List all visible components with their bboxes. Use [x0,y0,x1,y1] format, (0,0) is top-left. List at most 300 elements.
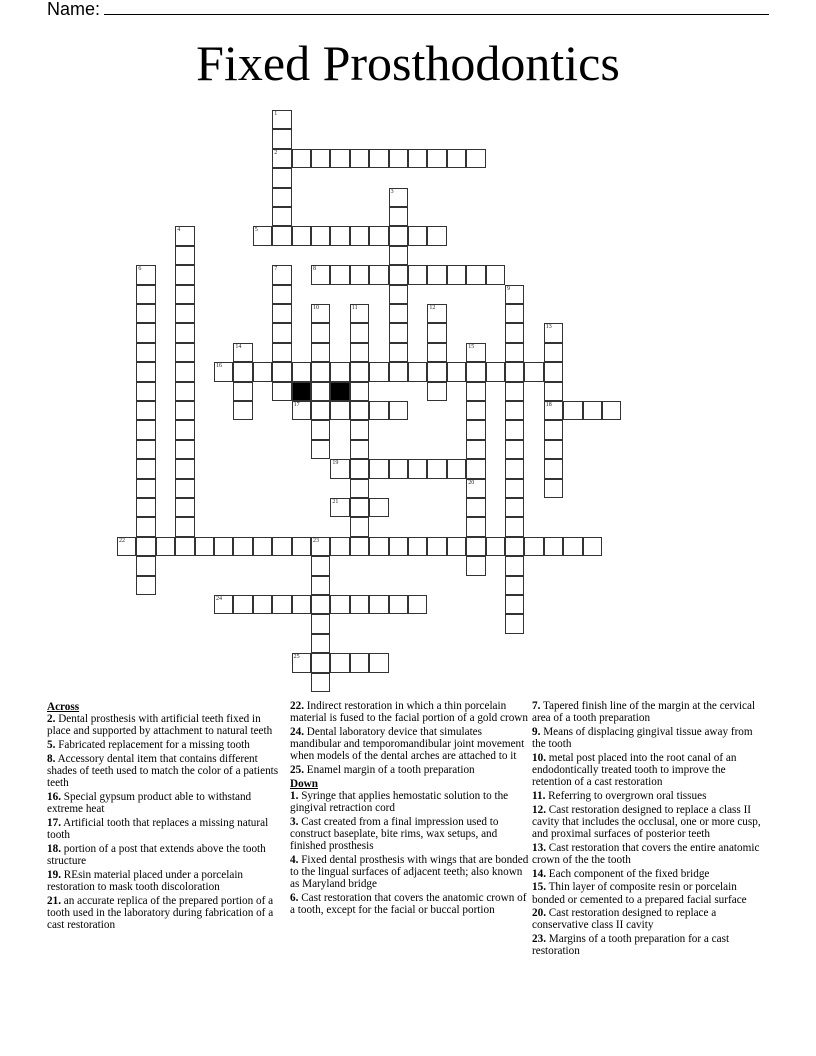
grid-cell[interactable] [447,459,466,478]
grid-cell[interactable] [117,537,136,556]
grid-cell[interactable] [505,401,524,420]
grid-cell[interactable] [311,673,330,692]
grid-cell[interactable] [389,226,408,245]
grid-cell[interactable] [136,304,155,323]
grid-cell[interactable] [447,362,466,381]
clue-number: 2. [47,713,56,726]
grid-cell[interactable] [389,304,408,323]
clue-number: 5 [254,227,258,234]
grid-cell[interactable] [175,517,194,536]
grid-cell[interactable] [350,362,369,381]
grid-cell[interactable] [544,440,563,459]
grid-cell[interactable] [311,420,330,439]
grid-cell[interactable] [330,362,349,381]
clue-down [532,907,767,931]
grid-cell[interactable] [466,382,485,401]
grid-cell[interactable] [292,226,311,245]
clue-text: Cast restoration that covers the anatomic crown of a tooth, except for the facial or buccal portion [290,892,527,917]
grid-cell[interactable] [369,498,388,517]
grid-cell[interactable] [175,285,194,304]
grid-cell[interactable] [136,459,155,478]
grid-cell[interactable] [505,614,524,633]
grid-cell[interactable] [389,207,408,226]
grid-cell[interactable] [505,304,524,323]
grid-cell[interactable] [330,265,349,284]
grid-cell[interactable] [389,537,408,556]
grid-cell[interactable] [233,382,252,401]
grid-cell[interactable] [389,401,408,420]
clue-text: Cast restoration designed to replace a class II cavity that includes the occlusal, one or more cusp, and proximal surfaces of posterior teeth [532,803,761,841]
grid-cell[interactable] [311,537,330,556]
grid-cell[interactable] [195,537,214,556]
grid-cell[interactable] [544,343,563,362]
grid-cell[interactable] [427,537,446,556]
grid-cell[interactable] [272,304,291,323]
grid-cell[interactable] [272,149,291,168]
grid-cell[interactable] [311,595,330,614]
clue-down [532,933,767,957]
grid-cell[interactable] [330,149,349,168]
grid-cell[interactable] [311,614,330,633]
grid-cell[interactable] [466,459,485,478]
grid-cell[interactable] [544,420,563,439]
grid-cell[interactable] [369,226,388,245]
grid-cell[interactable] [175,401,194,420]
clue-number: 13. [532,841,546,854]
grid-cell[interactable] [408,149,427,168]
grid-cell[interactable] [427,362,446,381]
grid-cell[interactable] [505,595,524,614]
grid-cell[interactable] [505,459,524,478]
clue-number: 20 [468,479,475,486]
grid-cell[interactable] [505,517,524,536]
grid-cell[interactable] [427,149,446,168]
name-label: Name: [47,0,101,19]
grid-cell[interactable] [175,382,194,401]
clue-across [290,700,530,724]
clue-across [290,764,530,776]
grid-cell[interactable] [292,362,311,381]
clue-across [47,753,282,790]
grid-cell[interactable] [233,595,252,614]
grid-cell[interactable] [544,479,563,498]
grid-cell[interactable] [175,343,194,362]
grid-cell[interactable] [136,556,155,575]
grid-cell[interactable] [330,401,349,420]
grid-cell[interactable] [466,149,485,168]
grid-cell[interactable] [544,382,563,401]
clue-number: 25 [293,654,300,661]
grid-cell[interactable] [272,382,291,401]
clue-number: 6. [290,892,299,905]
grid-cell[interactable] [156,537,175,556]
grid-cell[interactable] [272,226,291,245]
grid-cell[interactable] [389,265,408,284]
grid-cell[interactable] [466,265,485,284]
clue-number: 8 [313,266,316,273]
grid-cell[interactable] [350,595,369,614]
grid-cell[interactable] [175,323,194,342]
grid-cell[interactable] [505,556,524,575]
grid-cell[interactable] [292,537,311,556]
grid-cell[interactable] [350,226,369,245]
grid-cell[interactable] [233,401,252,420]
grid-cell[interactable] [272,110,291,129]
grid-cell[interactable] [505,285,524,304]
clue-number: 2 [274,149,278,156]
grid-cell[interactable] [292,401,311,420]
grid-cell[interactable] [311,149,330,168]
grid-cell[interactable] [544,401,563,420]
clue-number: 10 [313,305,319,311]
grid-cell[interactable] [389,246,408,265]
grid-cell[interactable] [466,401,485,420]
grid-cell[interactable] [466,479,485,498]
grid-cell[interactable] [214,595,233,614]
grid-cell[interactable] [583,401,602,420]
grid-cell[interactable] [466,440,485,459]
clue-number: 21. [47,894,61,907]
clue-down [532,790,767,802]
grid-cell[interactable] [350,323,369,342]
black-cell [330,382,349,401]
grid-cell[interactable] [544,537,563,556]
grid-cell[interactable] [389,323,408,342]
grid-cell[interactable] [505,382,524,401]
page-title: Fixed Prosthodontics [196,35,620,91]
grid-cell[interactable] [175,304,194,323]
grid-cell[interactable] [253,362,272,381]
grid-cell[interactable] [350,479,369,498]
grid-cell[interactable] [447,265,466,284]
clue-text: Artificial tooth that replaces a missing natural tooth [47,816,269,842]
grid-cell[interactable] [369,149,388,168]
grid-cell[interactable] [311,323,330,342]
name-underline[interactable] [104,0,769,15]
grid-cell[interactable] [505,498,524,517]
clue-number: 20. [532,907,546,920]
clue-across [47,739,282,751]
clue-text: Cast restoration that covers the entire anatomic crown of the the tooth [532,841,760,866]
clue-text: metal post placed into the root canal of an endodontically treated tooth to improve the retention of a cast restoration [532,751,737,789]
grid-cell[interactable] [486,362,505,381]
grid-cell[interactable] [330,537,349,556]
grid-cell[interactable] [466,537,485,556]
grid-cell[interactable] [175,420,194,439]
grid-cell[interactable] [350,401,369,420]
clue-text: Tapered finish line of the margin at the cervical area of a tooth preparation [532,700,756,725]
grid-cell[interactable] [233,537,252,556]
clue-number: 17. [47,816,61,829]
grid-cell[interactable] [272,207,291,226]
grid-cell[interactable] [175,479,194,498]
grid-cell[interactable] [311,440,330,459]
grid-cell[interactable] [447,149,466,168]
grid-cell[interactable] [233,362,252,381]
grid-cell[interactable] [369,537,388,556]
grid-cell[interactable] [175,362,194,381]
clue-text: Syringe that applies hemostatic solution to the gingival retraction cord [290,789,509,815]
grid-cell[interactable] [311,653,330,672]
grid-cell[interactable] [408,595,427,614]
grid-cell[interactable] [563,401,582,420]
grid-cell[interactable] [389,188,408,207]
clue-number: 12 [429,305,436,311]
clue-text: Dental prosthesis with artificial teeth fixed in place and supported by attachment to natural teeth [47,713,273,738]
grid-cell[interactable] [408,459,427,478]
clue-number: 16 [216,363,222,370]
grid-cell[interactable] [272,323,291,342]
grid-cell[interactable] [389,362,408,381]
clue-number: 23 [313,537,319,544]
grid-cell[interactable] [427,323,446,342]
clue-number: 10. [532,751,546,764]
clue-across [47,713,282,737]
clue-number: 11 [351,305,358,311]
clue-number: 24 [216,596,222,602]
grid-cell[interactable] [486,265,505,284]
grid-cell[interactable] [466,517,485,536]
clue-number: 21 [332,499,339,505]
clue-down [290,816,530,853]
grid-cell[interactable] [330,653,349,672]
grid-cell[interactable] [427,459,446,478]
clues-column-1 [47,700,282,933]
clue-number: 1. [290,789,299,802]
clue-number: 18 [545,402,552,408]
grid-cell[interactable] [408,537,427,556]
grid-cell[interactable] [272,188,291,207]
clue-text: Indirect restoration in which a thin porcelain material is fused to the facial portion of a gold crown [290,700,528,725]
clue-number: 22. [290,700,304,712]
grid-cell[interactable] [583,537,602,556]
clue-number: 9. [532,725,541,738]
grid-cell[interactable] [311,343,330,362]
grid-cell[interactable] [272,362,291,381]
grid-cell[interactable] [350,382,369,401]
grid-cell[interactable] [369,265,388,284]
clue-down [290,790,530,814]
grid-cell[interactable] [505,323,524,342]
clue-number: 7 [274,266,278,273]
grid-cell[interactable] [311,576,330,595]
grid-cell[interactable] [330,595,349,614]
clue-across [47,895,282,932]
grid-cell[interactable] [369,362,388,381]
grid-cell[interactable] [447,537,466,556]
clue-number: 1 [274,111,278,117]
clue-text: Referring to overgrown oral tissues [545,789,707,802]
grid-cell[interactable] [427,382,446,401]
grid-cell[interactable] [136,265,155,284]
grid-cell[interactable] [272,129,291,148]
clue-down [532,700,767,724]
grid-cell[interactable] [505,362,524,381]
grid-cell[interactable] [175,246,194,265]
grid-cell[interactable] [563,537,582,556]
grid-cell[interactable] [136,479,155,498]
grid-cell[interactable] [427,343,446,362]
grid-cell[interactable] [505,576,524,595]
grid-cell[interactable] [389,595,408,614]
clue-text: Thin layer of composite resin or porcelain bonded or cemented to a prepared facial surface [532,881,747,906]
grid-cell[interactable] [136,517,155,536]
grid-cell[interactable] [544,323,563,342]
grid-cell[interactable] [505,479,524,498]
grid-cell[interactable] [175,265,194,284]
grid-cell[interactable] [136,537,155,556]
grid-cell[interactable] [292,595,311,614]
clue-down [532,726,767,750]
grid-cell[interactable] [311,226,330,245]
grid-cell[interactable] [505,537,524,556]
grid-cell[interactable] [427,226,446,245]
grid-cell[interactable] [136,343,155,362]
grid-cell[interactable] [253,595,272,614]
clue-number: 8. [47,752,56,765]
grid-cell[interactable] [524,362,543,381]
grid-cell[interactable] [389,459,408,478]
grid-cell[interactable] [214,362,233,381]
grid-cell[interactable] [350,653,369,672]
clue-text: portion of a post that extends above the tooth structure [47,842,266,867]
clue-number: 4. [290,853,299,866]
grid-cell[interactable] [350,517,369,536]
grid-cell[interactable] [369,459,388,478]
grid-cell[interactable] [427,304,446,323]
grid-cell[interactable] [136,576,155,595]
name-field[interactable] [47,0,769,20]
grid-cell[interactable] [175,537,194,556]
clue-text: Fixed dental prosthesis with wings that are bonded to the lingual surfaces of adjacent teeth; also known as Maryland bridge [290,853,529,891]
grid-cell[interactable] [311,362,330,381]
grid-cell[interactable] [350,304,369,323]
clue-number: 19 [332,460,339,467]
grid-cell[interactable] [272,343,291,362]
clue-down [532,842,767,866]
clue-text: Means of displacing gingival tissue away from the tooth [532,725,753,751]
grid-cell[interactable] [505,420,524,439]
grid-cell[interactable] [311,556,330,575]
clue-text: Cast restoration designed to replace a conservative class II cavity [532,907,717,932]
grid-cell[interactable] [389,343,408,362]
grid-cell[interactable] [330,498,349,517]
grid-cell[interactable] [466,498,485,517]
grid-cell[interactable] [350,265,369,284]
grid-cell[interactable] [369,595,388,614]
grid-cell[interactable] [330,459,349,478]
clue-number: 9 [507,285,510,292]
grid-cell[interactable] [466,362,485,381]
grid-cell[interactable] [175,440,194,459]
grid-cell[interactable] [369,401,388,420]
grid-cell[interactable] [136,420,155,439]
clue-across [290,726,530,763]
clue-text: REsin material placed under a porcelain restoration to mask tooth discoloration [47,868,244,893]
grid-cell[interactable] [389,285,408,304]
clue-number: 11. [532,789,546,802]
grid-cell[interactable] [350,459,369,478]
clue-number: 18. [47,842,61,855]
grid-cell[interactable] [136,440,155,459]
grid-cell[interactable] [272,168,291,187]
clue-number: 23. [532,933,546,946]
grid-cell[interactable] [408,226,427,245]
grid-cell[interactable] [136,401,155,420]
grid-cell[interactable] [350,498,369,517]
grid-cell[interactable] [330,226,349,245]
clue-down [290,854,530,891]
grid-cell[interactable] [136,498,155,517]
grid-cell[interactable] [466,420,485,439]
grid-cell[interactable] [272,285,291,304]
clue-number: 17 [293,402,300,408]
grid-cell[interactable] [602,401,621,420]
grid-cell[interactable] [466,343,485,362]
grid-cell[interactable] [175,498,194,517]
clue-number: 14 [235,343,242,350]
grid-cell[interactable] [292,653,311,672]
grid-cell[interactable] [311,304,330,323]
clue-number: 3 [390,188,394,195]
clue-text: an accurate replica of the prepared portion of a tooth used in the laboratory during fabrication of a cast restoration [47,894,274,931]
grid-cell[interactable] [350,420,369,439]
clue-number: 16. [47,790,61,803]
grid-cell[interactable] [505,343,524,362]
grid-cell[interactable] [311,382,330,401]
grid-cell[interactable] [136,285,155,304]
grid-cell[interactable] [311,265,330,284]
grid-cell[interactable] [253,226,272,245]
grid-cell[interactable] [466,556,485,575]
clue-number: 15 [468,343,475,350]
grid-cell[interactable] [272,265,291,284]
grid-cell[interactable] [136,382,155,401]
grid-cell[interactable] [253,537,272,556]
grid-cell[interactable] [233,343,252,362]
grid-cell[interactable] [486,537,505,556]
grid-cell[interactable] [524,537,543,556]
clues-column-2 [290,700,530,918]
grid-cell[interactable] [136,323,155,342]
grid-cell[interactable] [544,362,563,381]
grid-cell[interactable] [389,149,408,168]
grid-cell[interactable] [214,537,233,556]
grid-cell[interactable] [350,537,369,556]
clue-number: 14. [532,867,546,880]
grid-cell[interactable] [292,149,311,168]
clue-down [532,752,767,789]
grid-cell[interactable] [350,440,369,459]
grid-cell[interactable] [408,362,427,381]
grid-cell[interactable] [175,459,194,478]
grid-cell[interactable] [350,343,369,362]
grid-cell[interactable] [427,265,446,284]
clue-across [47,843,282,867]
grid-cell[interactable] [311,401,330,420]
grid-cell[interactable] [272,537,291,556]
grid-cell[interactable] [505,440,524,459]
grid-cell[interactable] [369,653,388,672]
grid-cell[interactable] [350,149,369,168]
grid-cell[interactable] [272,595,291,614]
grid-cell[interactable] [175,226,194,245]
grid-cell[interactable] [311,634,330,653]
grid-cell[interactable] [408,265,427,284]
clue-text: Accessory dental item that contains different shades of teeth used to match the color of a patients teeth [47,752,279,790]
grid-cell[interactable] [136,362,155,381]
grid-cell[interactable] [544,459,563,478]
